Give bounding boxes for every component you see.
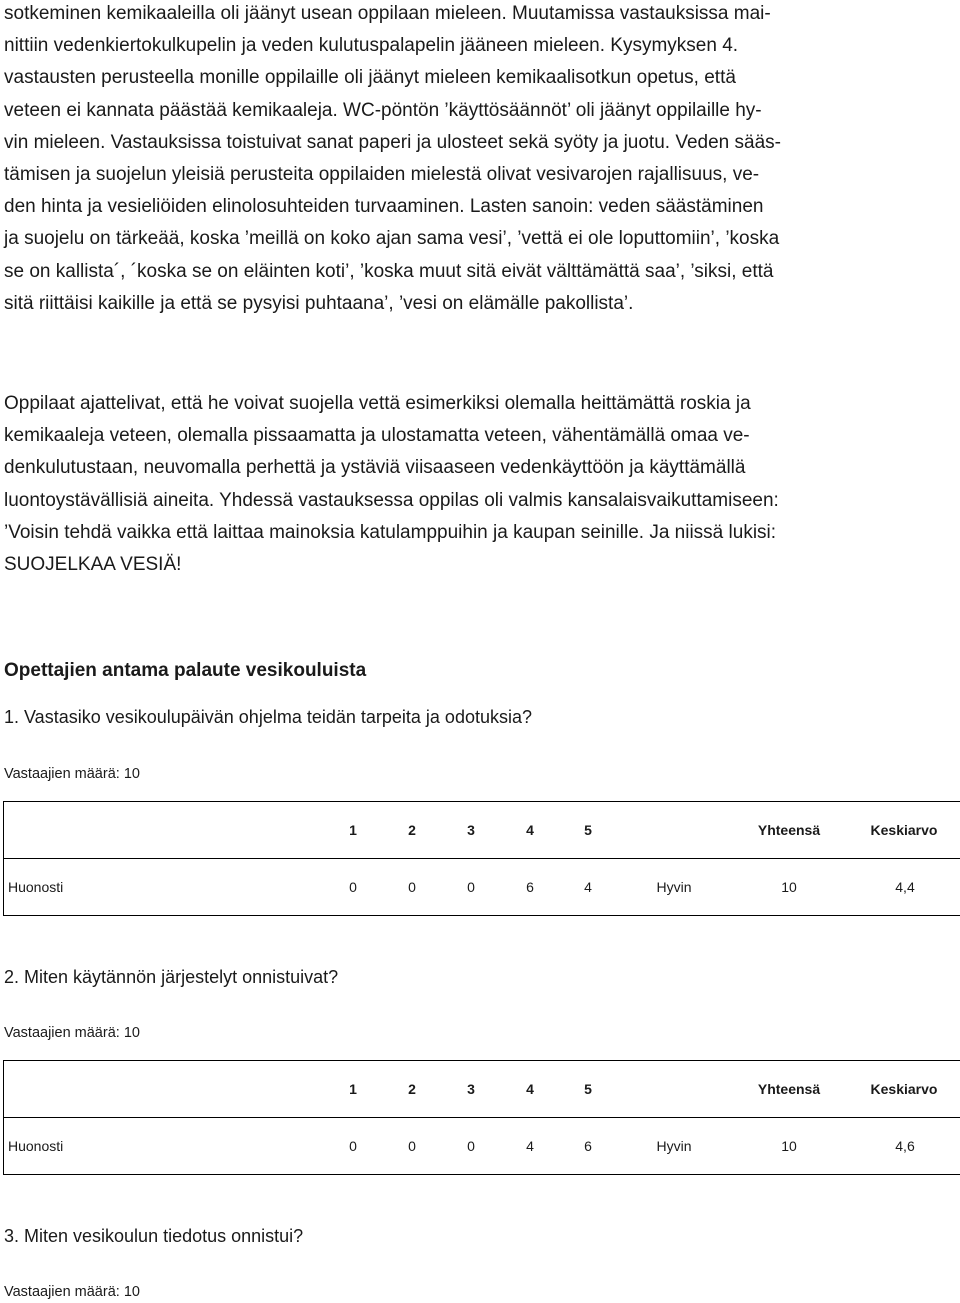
- text-line: tämisen ja suojelun yleisiä perusteita oppilaiden mielestä olivat vesivarojen rajallisuus, ve-: [4, 163, 760, 185]
- count-1: 0: [349, 1138, 357, 1154]
- average-header: Keskiarvo: [870, 822, 938, 838]
- scale-2: 2: [408, 822, 416, 838]
- average-value: 4,6: [895, 1138, 915, 1154]
- text-line: Oppilaat ajattelivat, että he voivat suojella vettä esimerkiksi olemalla heittämättä roskia ja: [4, 393, 751, 414]
- question-title: 2. Miten käytännön järjestelyt onnistuivat?: [4, 967, 339, 987]
- count-2: 0: [408, 879, 416, 895]
- text-line: sitä riittäisi kaikille ja että se pysyisi puhtaana’, ’vesi on elämälle pakollista’.: [4, 292, 634, 314]
- table-header-row: [4, 802, 960, 859]
- respondent-count: Vastaajien määrä: 10: [4, 766, 140, 782]
- scale-high-label: Hyvin: [656, 879, 692, 895]
- text-line: denkulutustaan, neuvomalla perhettä ja ystäviä viisaaseen vedenkäyttöön ja käyttämällä: [4, 457, 746, 479]
- average-value: 4,4: [895, 879, 915, 895]
- text-line: vin mieleen. Vastauksissa toistuivat sanat paperi ja ulosteet sekä syöty ja juotu. Veden sääs-: [4, 131, 781, 153]
- count-3: 0: [467, 879, 475, 895]
- text-line: ’Voisin tehdä vaikka että laittaa mainoksia katulamppuihin ja kaupan seinille. Ja niissä lukisi:: [4, 521, 777, 543]
- respondent-count: Vastaajien määrä: 10: [4, 1284, 140, 1300]
- total-header: Yhteensä: [757, 1081, 821, 1097]
- scale-3: 3: [467, 1081, 475, 1097]
- total-header: Yhteensä: [757, 822, 821, 838]
- count-5: 4: [584, 879, 592, 895]
- count-4: 4: [526, 1138, 534, 1154]
- text-line: SUOJELKAA VESIÄ!: [4, 553, 182, 575]
- respondent-count: Vastaajien määrä: 10: [4, 1025, 140, 1041]
- scale-1: 1: [349, 1081, 357, 1097]
- text-line: ja suojelu on tärkeää, koska ’meillä on koko ajan sama vesi’, ’vettä ei ole loputtomiin’, ’koska: [4, 228, 780, 250]
- question-title: 1. Vastasiko vesikoulupäivän ohjelma teidän tarpeita ja odotuksia?: [4, 707, 532, 727]
- text-line: sotkeminen kemikaaleilla oli jäänyt usean oppilaan mieleen. Muutamissa vastauksissa mai-: [4, 3, 771, 24]
- section-heading: Opettajien antama palaute vesikouluista: [4, 660, 367, 681]
- scale-low-label: Huonosti: [8, 879, 64, 895]
- text-line: se on kallista´, ´koska se on eläinten koti’, ’koska muut sitä eivät välttämättä saa’, ’siksi, että: [4, 260, 774, 282]
- scale-5: 5: [584, 822, 592, 838]
- count-4: 6: [526, 879, 534, 895]
- scale-4: 4: [526, 822, 534, 838]
- scale-4: 4: [526, 1081, 534, 1097]
- table-header-row: [4, 1061, 960, 1118]
- text-line: nittiin vedenkiertokulkupelin ja veden kulutuspalapelin jääneen mieleen. Kysymyksen 4.: [4, 35, 739, 57]
- text-line: kemikaaleja veteen, olemalla pissaamatta ja ulostamatta veteen, vähentämällä omaa ve-: [4, 425, 750, 447]
- scale-low-label: Huonosti: [8, 1138, 64, 1154]
- scale-high-label: Hyvin: [656, 1138, 692, 1154]
- scale-5: 5: [584, 1081, 592, 1097]
- scale-1: 1: [349, 822, 357, 838]
- text-line: den hinta ja vesieliöiden elinolosuhteiden turvaaminen. Lasten sanoin: veden säästäminen: [4, 196, 764, 218]
- count-2: 0: [408, 1138, 416, 1154]
- paragraph-student-answers: [4, 0, 956, 320]
- paragraph-water-protection: [4, 388, 956, 581]
- table-row: [4, 1118, 960, 1175]
- count-5: 6: [584, 1138, 592, 1154]
- scale-3: 3: [467, 822, 475, 838]
- text-line: veteen ei kannata päästää kemikaaleja. WC-pöntön ’käyttösäännöt’ oli jäänyt oppilaille hy-: [4, 99, 762, 121]
- count-3: 0: [467, 1138, 475, 1154]
- results-table: [3, 1060, 960, 1175]
- count-1: 0: [349, 879, 357, 895]
- text-line: vastausten perusteella monille oppilaille oli jäänyt mieleen kemikaalisotkun opetus, että: [4, 67, 736, 89]
- question-title: 3. Miten vesikoulun tiedotus onnistui?: [4, 1226, 304, 1246]
- scale-2: 2: [408, 1081, 416, 1097]
- total-value: 10: [781, 879, 797, 895]
- text-line: luontoystävällisiä aineita. Yhdessä vastauksessa oppilas oli valmis kansalaisvaikuttamiseen:: [4, 489, 779, 511]
- total-value: 10: [781, 1138, 797, 1154]
- table-row: [4, 859, 960, 916]
- results-table: [3, 801, 960, 916]
- average-header: Keskiarvo: [870, 1081, 938, 1097]
